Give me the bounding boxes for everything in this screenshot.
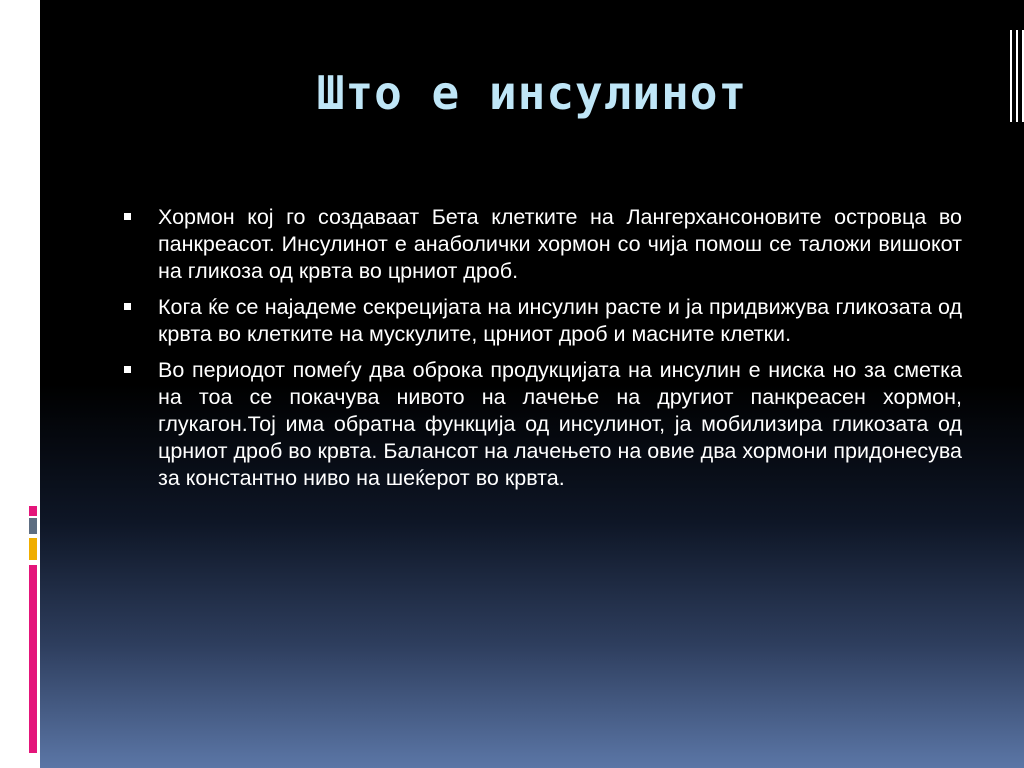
square-bullet-icon	[124, 303, 131, 310]
bullet-item	[122, 294, 962, 348]
bullet-item	[122, 204, 962, 285]
accent-bar-yellow	[29, 538, 37, 560]
bullet-item	[122, 357, 962, 492]
slide-title: Што е инсулинот	[316, 66, 748, 120]
accent-bar-magenta-short	[29, 506, 37, 516]
bullet-text: Во периодот помеѓу два оброка продукцијата на инсулин е ниска но за сметка на тоа се покачува нивото на лачење на другиот панкреасен хормон, глукагон.Тој има обратна функција од инсулинот, ја мобилизира гликозата од црниот дроб во крвта. Балансот на лачењето на овие два хормони придонесува за константно ниво на шеќерот во крвта.	[158, 358, 962, 490]
bullet-text: Кога ќе се најадеме секрецијата на инсулин расте и ја придвижува гликозата од крвта во клетките на мускулите, црниот дроб и масните клетки.	[158, 295, 962, 346]
square-bullet-icon	[124, 366, 131, 373]
accent-bar-magenta-long	[29, 565, 37, 753]
accent-bar-slate	[29, 518, 37, 534]
bullet-list	[122, 204, 962, 501]
square-bullet-icon	[124, 213, 131, 220]
bullet-text: Хормон кој го создаваат Бета клетките на Лангерхансоновите островца во панкреасот. Инсулинот е анаболички хормон со чија помош се таложи вишокот на гликоза од крвта во црниот дроб.	[158, 205, 962, 283]
